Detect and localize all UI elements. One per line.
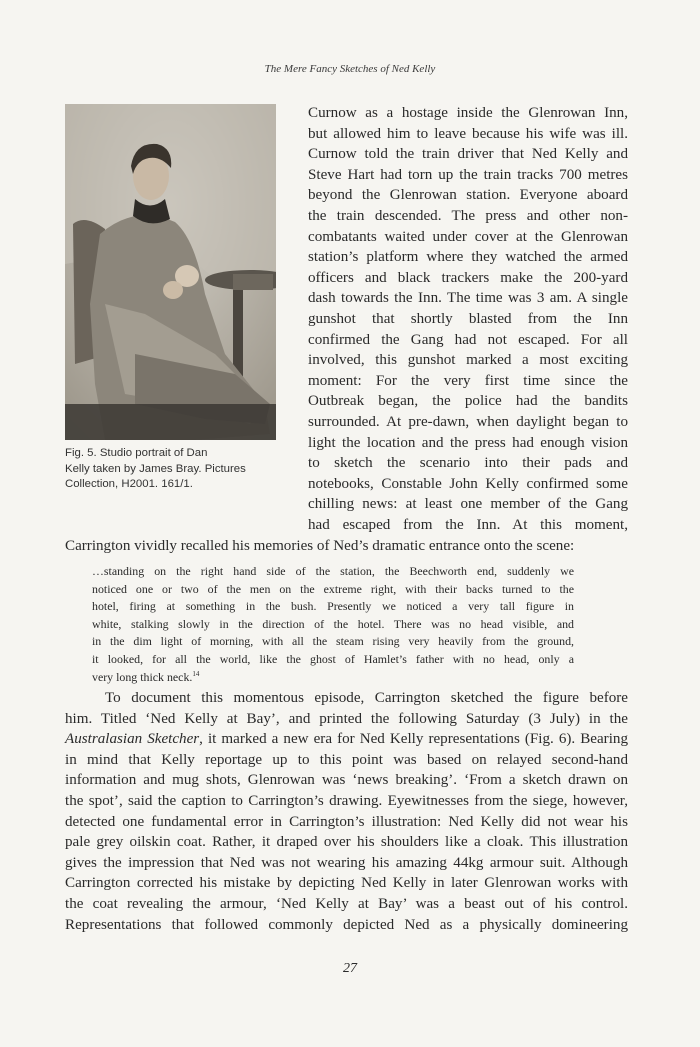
caption-line: Fig. 5. Studio portrait of Dan: [65, 447, 208, 459]
lead-in-paragraph: [65, 536, 628, 557]
column-paragraph: [308, 103, 628, 535]
quote-line: [92, 669, 574, 687]
text-line: had escaped from the Inn. At this moment,: [308, 516, 628, 533]
text-line: To document this momentous episode, Carrington sketched the figure before: [105, 690, 628, 706]
text-line: surrounded. At pre-dawn, when daylight began to: [308, 413, 628, 430]
text-line: beyond the Glenrowan station. Everyone aboard: [308, 187, 628, 204]
running-head: The Mere Fancy Sketches of Ned Kelly: [264, 63, 436, 75]
text-line: light the location and the press had enough vision: [308, 434, 628, 451]
text-line: moment: For the very first time since the: [308, 372, 628, 389]
text-line: Steve Hart had torn up the train tracks 700 metres: [308, 166, 628, 183]
caption-line: Kelly taken by James Bray. Pictures: [65, 462, 246, 475]
text-line: the coat revealing the armour, ‘Ned Kelly at Bay’ was a beast out of his control.: [65, 895, 628, 912]
line-rest: , it marked a new era for Ned Kelly representations (Fig. 6). Bearing: [199, 731, 628, 748]
text-line: Curnow as a hostage inside the Glenrowan Inn,: [308, 105, 628, 121]
text-line: Representations that followed commonly depicted Ned as a physically domineering: [65, 916, 628, 933]
footnote-marker: 14: [192, 669, 200, 678]
figure-caption: [65, 446, 280, 493]
text-line: to sketch the scenario into their pads and: [308, 455, 628, 472]
text-line: confirmed the Gang had not escaped. For all: [308, 331, 628, 348]
quote-line: …standing on the right hand side of the station, the Beechworth end, suddenly we: [92, 564, 574, 578]
quote-text: very long thick neck.: [92, 669, 193, 684]
page-number: 27: [343, 961, 357, 976]
text-line: dash towards the Inn. The time was 3 am. A single: [308, 290, 628, 307]
quote-line: it looked, for all the world, like the ghost of Hamlet’s father with no head, only a: [92, 651, 574, 666]
text-line: Curnow told the train driver that Ned Kelly and: [308, 146, 628, 163]
text-line: detected one fundamental error in Carrington’s illustration: Ned Kelly did not wear his: [65, 813, 628, 830]
text-line: information and mug shots, Glenrowan was ‘news breaking’. ‘From a sketch drawn on: [65, 772, 628, 789]
block-quote: [92, 563, 574, 686]
text-line: combatants waited under cover at the Glenrowan: [308, 228, 628, 245]
text-line: chilling news: at least one member of the Gang: [308, 496, 628, 513]
text-line: the train descended. The press and other non-: [308, 207, 628, 224]
text-line: in mind that Kelly reportage up to this point was based on relayed second-hand: [65, 751, 628, 768]
body-paragraph: [65, 688, 628, 935]
caption-line: Collection, H2001. 161/1.: [65, 478, 193, 490]
text-line: Carrington vividly recalled his memories of Ned’s dramatic entrance onto the scene:: [65, 538, 575, 554]
quote-line: hotel, firing at something in the bush. Presently we noticed a very tall figure in: [92, 599, 574, 614]
quote-line: white, stalking slowly in the direction of the hotel. There was no head visible, and: [92, 616, 574, 631]
portrait-photo: [65, 104, 276, 440]
quote-line: in the dim light of morning, with all the steam rising very heavily from the ground,: [92, 634, 574, 649]
text-line: Carrington corrected his mistake by depicting Ned Kelly in later Glenrowan works with: [65, 875, 628, 892]
text-line: involved, this gunshot marked a most exciting: [308, 352, 628, 369]
text-line: him. Titled ‘Ned Kelly at Bay’, and printed the following Saturday (3 July) in the: [65, 710, 628, 727]
text-line: [65, 729, 628, 750]
text-line: Outbreak began, the police had the bandits: [308, 393, 628, 410]
text-line: gives the impression that Ned was not wearing his amazing 44kg armour suit. Although: [65, 854, 628, 871]
text-line: pale grey oilskin coat. Rather, it draped over his shoulders like a cloak. This illustration: [65, 834, 628, 851]
text-line: officers and black trackers make the 200-yard: [308, 269, 628, 286]
text-line: but allowed him to leave because his wife was ill.: [308, 125, 628, 142]
text-line: station’s platform where they watched the armed: [308, 249, 628, 266]
quote-line: noticed one or two of the men on the extreme right, with their backs turned to the: [92, 581, 574, 596]
publication-title: Australasian Sketcher: [65, 731, 200, 748]
text-line: the spot’, said the caption to Carrington’s drawing. Eyewitnesses from the siege, however,: [65, 792, 628, 809]
text-line: gunshot that shortly blasted from the Inn: [308, 310, 628, 327]
text-line: notebooks, Constable John Kelly confirmed some: [308, 475, 628, 492]
